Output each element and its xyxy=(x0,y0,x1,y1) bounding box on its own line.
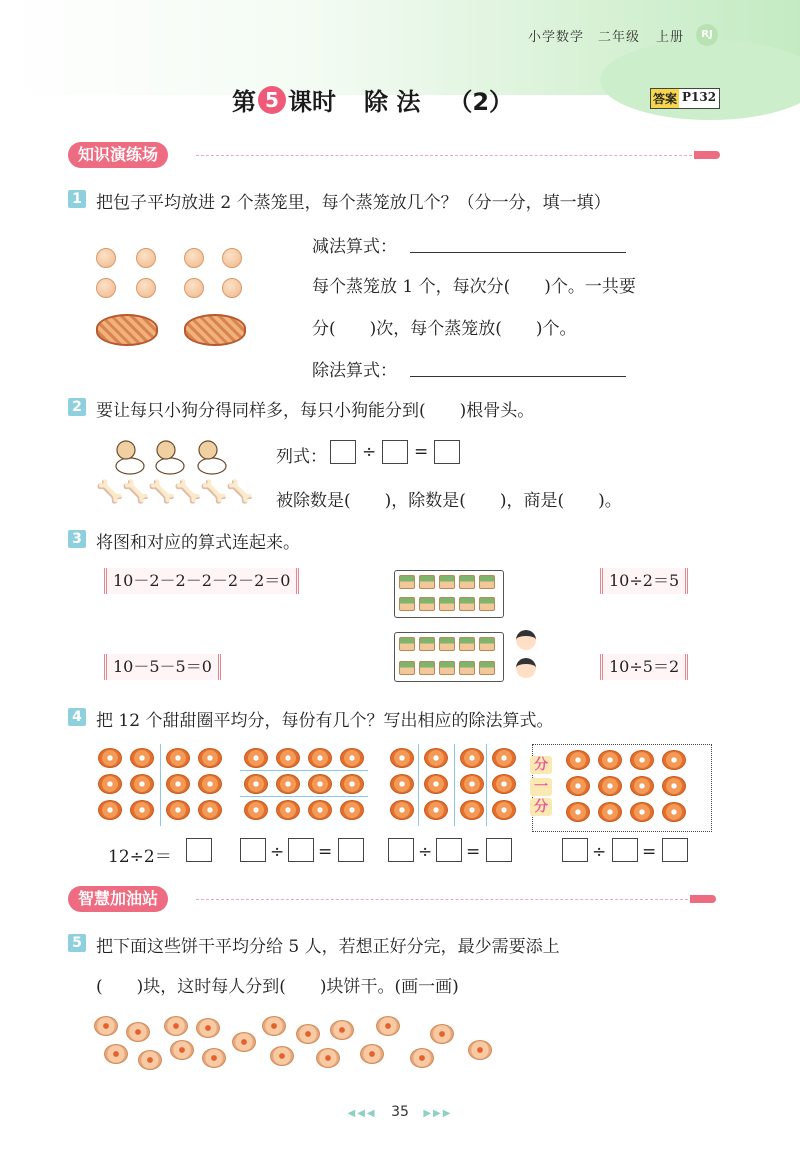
steamer-basket xyxy=(184,314,246,346)
donut xyxy=(662,776,686,796)
bun xyxy=(222,248,242,268)
bun xyxy=(222,278,242,298)
q1-prompt: 把包子平均放进 2 个蒸笼里，每个蒸笼放几个？（分一分，填一填） xyxy=(96,193,611,213)
cookie xyxy=(138,1050,162,1070)
title-prefix: 第 xyxy=(232,88,256,116)
dividend-box[interactable] xyxy=(330,440,356,464)
donut xyxy=(340,774,364,794)
cookie xyxy=(330,1020,354,1040)
bone-icon: 🦴 xyxy=(174,480,202,505)
bone-icon: 🦴 xyxy=(122,480,150,505)
donut xyxy=(166,800,190,820)
cookie xyxy=(468,1040,492,1060)
donut xyxy=(198,774,222,794)
section-divider xyxy=(196,155,692,156)
cookie xyxy=(296,1024,320,1044)
dog-2 xyxy=(156,458,184,474)
cookie xyxy=(232,1032,256,1052)
donut xyxy=(598,802,622,822)
donut xyxy=(390,748,414,768)
flowerpot xyxy=(479,597,495,611)
flowerpot xyxy=(439,637,455,651)
formula-1-answer-box[interactable] xyxy=(186,838,212,862)
donut xyxy=(308,800,332,820)
page-footer xyxy=(0,1104,800,1120)
donut xyxy=(566,802,590,822)
donut xyxy=(460,800,484,820)
flowerpot xyxy=(479,661,495,675)
bone-icon: 🦴 xyxy=(226,480,254,505)
formula-4-divide-sign: ÷ xyxy=(592,842,607,862)
formula-2-quotient-box[interactable] xyxy=(338,838,364,862)
edition-badge: RJ xyxy=(696,24,718,46)
donut xyxy=(308,774,332,794)
formula-1-text: 12÷2＝ xyxy=(108,847,172,867)
title-part: （2） xyxy=(448,88,514,116)
q1-subtraction-label: 减法算式： xyxy=(312,237,397,257)
donut xyxy=(276,748,300,768)
donut xyxy=(244,800,268,820)
formula-4-divisor-box[interactable] xyxy=(612,838,638,862)
expr-left-2[interactable]: 10－5－5＝0 xyxy=(104,654,221,680)
title-suffix: 课时 xyxy=(288,88,336,116)
fen-label-2: 一 xyxy=(530,778,552,796)
dog-3 xyxy=(198,458,226,474)
title-topic: 除 法 xyxy=(364,88,421,116)
donut xyxy=(662,802,686,822)
formula-4-equals-sign: = xyxy=(642,842,657,862)
flowerpot xyxy=(419,661,435,675)
header-subject: 小学数学 xyxy=(528,30,585,45)
q5-line-1: 把下面这些饼干平均分给 5 人，若想正好分完，最少需要添上 xyxy=(96,937,560,957)
steamer-basket xyxy=(96,314,158,346)
bone-icon: 🦴 xyxy=(96,480,124,505)
formula-3-divisor-box[interactable] xyxy=(436,838,462,862)
donut xyxy=(340,800,364,820)
flowerpot xyxy=(419,637,435,651)
question-number-4: 4 xyxy=(68,708,86,726)
donut xyxy=(492,800,516,820)
donut xyxy=(460,748,484,768)
cookie xyxy=(202,1048,226,1068)
bun xyxy=(184,248,204,268)
bone-icon: 🦴 xyxy=(148,480,176,505)
answer-label: 答案 xyxy=(651,89,679,108)
donut xyxy=(630,802,654,822)
bun xyxy=(184,278,204,298)
expr-right-2[interactable]: 10÷5＝2 xyxy=(600,654,688,680)
cookie xyxy=(270,1046,294,1066)
donut xyxy=(598,776,622,796)
split-line xyxy=(240,796,368,797)
formula-4-dividend-box[interactable] xyxy=(562,838,588,862)
donut xyxy=(492,774,516,794)
flowerpot xyxy=(399,575,415,589)
pencil-icon xyxy=(694,151,720,159)
donut xyxy=(98,800,122,820)
q2-parts-line: 被除数是( )，除数是( )，商是( )。 xyxy=(276,491,622,511)
split-line xyxy=(160,744,161,826)
donut xyxy=(244,748,268,768)
donut xyxy=(340,748,364,768)
section-challenge-pill: 智慧加油站 xyxy=(68,886,168,912)
formula-3-quotient-box[interactable] xyxy=(486,838,512,862)
cookie xyxy=(430,1024,454,1044)
expr-left-1[interactable]: 10－2－2－2－2－2＝0 xyxy=(104,568,299,594)
equals-sign: = xyxy=(414,442,429,462)
donut xyxy=(130,774,154,794)
q3-prompt: 将图和对应的算式连起来。 xyxy=(96,533,300,553)
q1-fill-line-2: 分( )次，每个蒸笼放( )个。 xyxy=(312,319,577,339)
flowerpot-picture-2[interactable] xyxy=(394,632,504,682)
formula-2-equals-sign: = xyxy=(318,842,333,862)
flowerpot xyxy=(479,575,495,589)
donut xyxy=(276,800,300,820)
q2-formula-label: 列式： xyxy=(276,447,327,467)
split-line xyxy=(454,744,455,826)
section-practice-pill: 知识演练场 xyxy=(68,142,168,168)
donut xyxy=(308,748,332,768)
donut xyxy=(424,800,448,820)
question-number-3: 3 xyxy=(68,530,86,548)
donut xyxy=(130,748,154,768)
formula-3-divide-sign: ÷ xyxy=(418,842,433,862)
donut xyxy=(198,748,222,768)
page-number: 35 xyxy=(391,1104,409,1120)
donut xyxy=(390,800,414,820)
cookie xyxy=(104,1044,128,1064)
bun xyxy=(96,248,116,268)
formula-2-dividend-box[interactable] xyxy=(240,838,266,862)
split-line xyxy=(486,744,487,826)
donut xyxy=(662,750,686,770)
flowerpot xyxy=(399,661,415,675)
divide-sign: ÷ xyxy=(362,442,377,462)
q4-prompt: 把 12 个甜甜圈平均分，每份有几个？写出相应的除法算式。 xyxy=(96,711,554,731)
flowerpot xyxy=(399,597,415,611)
split-line xyxy=(418,744,419,826)
donut xyxy=(492,748,516,768)
flowerpot xyxy=(439,661,455,675)
answer-reference xyxy=(650,88,720,109)
bun xyxy=(136,278,156,298)
formula-2-divide-sign: ÷ xyxy=(270,842,285,862)
dog-1 xyxy=(116,458,144,474)
bun xyxy=(96,278,116,298)
bone-icon: 🦴 xyxy=(200,480,228,505)
flowerpot xyxy=(459,597,475,611)
donut xyxy=(130,800,154,820)
flowerpot-picture-1[interactable] xyxy=(394,570,504,618)
child-avatar xyxy=(516,658,536,678)
flowerpot xyxy=(479,637,495,651)
expr-right-1[interactable]: 10÷2＝5 xyxy=(600,568,688,594)
donut xyxy=(424,774,448,794)
lesson-number-badge: 5 xyxy=(258,86,286,114)
pencil-icon xyxy=(690,895,716,903)
fen-label-3: 分 xyxy=(530,798,552,816)
donut xyxy=(566,750,590,770)
cookie xyxy=(262,1016,286,1036)
cookie xyxy=(164,1016,188,1036)
split-line xyxy=(240,770,368,771)
donut xyxy=(244,774,268,794)
cookie xyxy=(360,1044,384,1064)
q1-fill-line-1: 每个蒸笼放 1 个，每次分( )个。一共要 xyxy=(312,277,636,297)
donut xyxy=(166,774,190,794)
donut xyxy=(566,776,590,796)
cookie xyxy=(410,1048,434,1068)
question-number-1: 1 xyxy=(68,190,86,208)
section-divider xyxy=(196,899,688,900)
flowerpot xyxy=(419,575,435,589)
cookie xyxy=(376,1016,400,1036)
cookie xyxy=(94,1016,118,1036)
flowerpot xyxy=(419,597,435,611)
donut xyxy=(630,776,654,796)
formula-3-equals-sign: = xyxy=(466,842,481,862)
answer-page: P132 xyxy=(679,89,719,108)
q1-division-label: 除法算式： xyxy=(312,361,397,381)
bun xyxy=(136,248,156,268)
cookie xyxy=(126,1022,150,1042)
child-avatar xyxy=(516,630,536,650)
donut xyxy=(598,750,622,770)
flowerpot xyxy=(399,637,415,651)
cookie xyxy=(316,1048,340,1068)
divisor-box[interactable] xyxy=(382,440,408,464)
cookie xyxy=(196,1018,220,1038)
question-number-2: 2 xyxy=(68,398,86,416)
page-title xyxy=(232,82,513,117)
q2-prompt: 要让每只小狗分得同样多，每只小狗能分到( )根骨头。 xyxy=(96,401,535,421)
header-volume: 上册 xyxy=(656,30,685,45)
flowerpot xyxy=(439,575,455,589)
formula-4-quotient-box[interactable] xyxy=(662,838,688,862)
subtraction-answer-line[interactable] xyxy=(410,252,626,253)
division-answer-line[interactable] xyxy=(410,376,626,377)
donut xyxy=(166,748,190,768)
donut xyxy=(98,774,122,794)
donut xyxy=(424,748,448,768)
left-arrows-decoration: ◀◀◀ xyxy=(347,1108,377,1119)
cookie xyxy=(170,1040,194,1060)
donut xyxy=(460,774,484,794)
formula-3-dividend-box[interactable] xyxy=(388,838,414,862)
fen-label-1: 分 xyxy=(530,756,552,774)
question-number-5: 5 xyxy=(68,934,86,952)
flowerpot xyxy=(459,637,475,651)
flowerpot xyxy=(459,661,475,675)
right-arrows-decoration: ▶▶▶ xyxy=(423,1108,453,1119)
donut xyxy=(390,774,414,794)
flowerpot xyxy=(439,597,455,611)
donut xyxy=(198,800,222,820)
donut xyxy=(276,774,300,794)
header-grade: 二年级 xyxy=(598,30,641,45)
donut xyxy=(630,750,654,770)
q5-line-2: ( )块，这时每人分到( )块饼干。(画一画) xyxy=(96,977,459,997)
dogs-illustration xyxy=(108,436,240,482)
donut xyxy=(98,748,122,768)
flowerpot xyxy=(459,575,475,589)
quotient-box[interactable] xyxy=(434,440,460,464)
formula-2-divisor-box[interactable] xyxy=(288,838,314,862)
